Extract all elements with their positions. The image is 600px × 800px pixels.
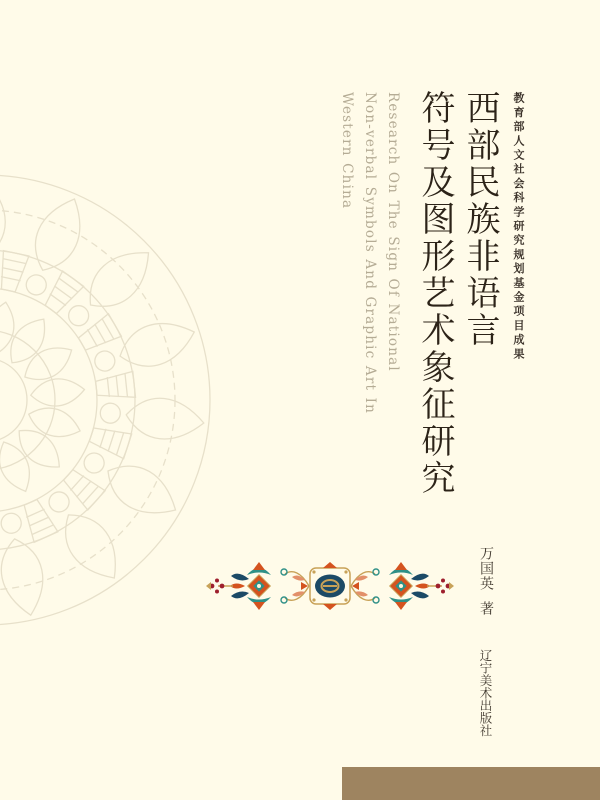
author-name: 万国英 <box>478 546 494 591</box>
project-credit: 教育部人文社会科学研究规划基金项目成果 <box>512 92 525 362</box>
book-title-line-2: 符号及图形艺术象征研究 <box>415 90 455 497</box>
bottom-accent-bar <box>342 767 600 800</box>
ethnic-ornament-band-icon <box>205 559 455 613</box>
author-byline <box>477 546 495 616</box>
english-subtitle-line-1: Research On The Sign Of National <box>385 92 401 372</box>
english-subtitle-line-3: Western China <box>339 92 355 210</box>
book-title <box>412 90 502 497</box>
mandala-pattern-icon <box>0 162 212 638</box>
english-subtitle <box>334 92 404 414</box>
english-subtitle-line-2: Non-verbal Symbols And Graphic Art In <box>362 92 378 415</box>
book-title-line-1: 西部民族非语言 <box>460 90 500 349</box>
author-role-label: 著 <box>478 601 494 616</box>
publisher-name: 辽宁美术出版社 <box>478 649 493 737</box>
